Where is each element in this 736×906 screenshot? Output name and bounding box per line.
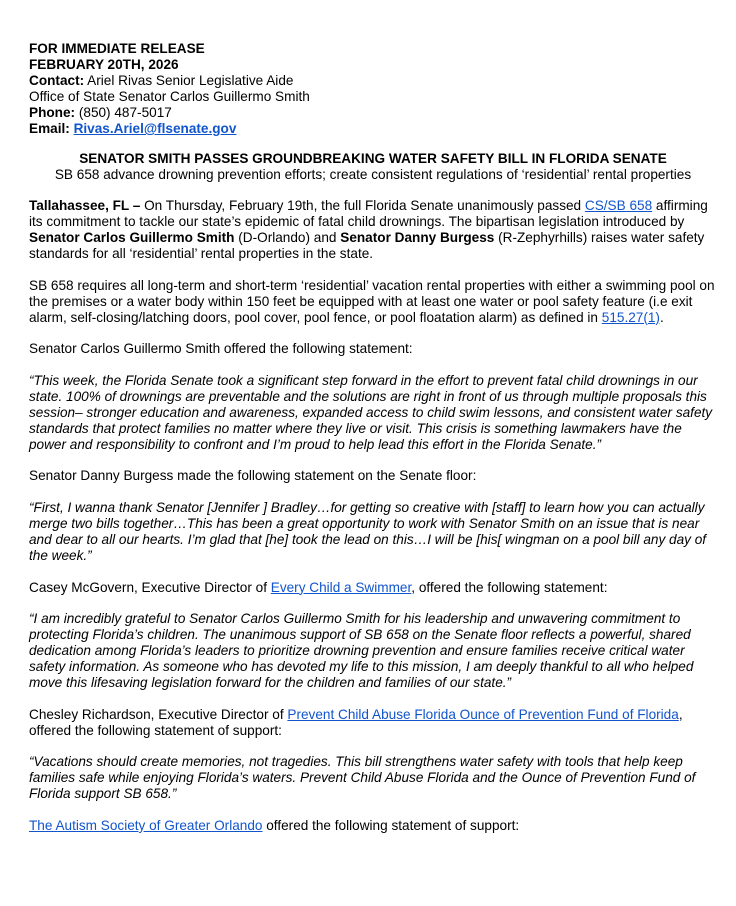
text: Casey McGovern, Executive Director of	[29, 579, 271, 595]
text: Chesley Richardson, Executive Director of	[29, 706, 288, 722]
text: affirming its commitment to tackle our state’s epidemic of fatal child drownings. The bipartisan legislation introduced by	[29, 198, 708, 229]
text: SB 658 requires all long-term and short-term ‘residential’ vacation rental properties with either a swimming pool on the premises or a water body within 150 feet be equipped with at least one water or pool safety feature (i.e exit alarm, self-closing/latching doors, pool cover, pool fence, or pool floatation alarm) as defined in	[29, 277, 715, 325]
email-label: Email:	[29, 121, 70, 136]
statute-link[interactable]: 515.27(1)	[601, 309, 660, 325]
bill-link[interactable]: CS/SB 658	[584, 198, 653, 213]
headline-block	[29, 151, 717, 183]
autism-society-link[interactable]: The Autism Society of Greater Orlando	[29, 817, 263, 833]
release-label: FOR IMMEDIATE RELEASE	[29, 41, 205, 56]
phone-value: (850) 487-5017	[75, 105, 172, 120]
richardson-intro	[29, 707, 717, 739]
text: .	[659, 309, 664, 325]
text: offered the following statement of support:	[262, 817, 520, 833]
text: , offered the following statement of support:	[29, 706, 683, 738]
press-release	[29, 41, 717, 850]
contact-value: Ariel Rivas Senior Legislative Aide	[84, 73, 294, 88]
office-line: Office of State Senator Carlos Guillermo Smith	[29, 89, 310, 104]
richardson-quote: “Vacations should create memories, not tragedies. This bill strengthens water safety with tools that help keep families safe while enjoying Florida’s waters. Prevent Child Abuse Florida and the Ounce of Prevention Fund of Florida support SB 658.”	[29, 754, 696, 802]
release-date: FEBRUARY 20TH, 2026	[29, 57, 179, 72]
dateline: Tallahassee, FL –	[29, 198, 141, 213]
mcgovern-intro	[29, 580, 717, 596]
email-link[interactable]: Rivas.Ariel@flsenate.gov	[73, 121, 237, 136]
smith-intro: Senator Carlos Guillermo Smith offered the following statement:	[29, 341, 413, 357]
smith-quote: “This week, the Florida Senate took a significant step forward in the effort to prevent fatal child drownings in our state. 100% of drownings are preventable and the solutions are right in front of us through multiple proposals this session– stronger education and awareness, expanded access to child swim lessons, and consistent water safety standards that protect families no matter where they live or visit. This crisis is something lawmakers have the power and responsibility to confront and I’m proud to help lead this effort in the Florida Senate.”	[29, 372, 713, 452]
burgess-intro: Senator Danny Burgess made the following statement on the Senate floor:	[29, 468, 477, 484]
phone-label: Phone:	[29, 105, 76, 120]
burgess-quote: “First, I wanna thank Senator [Jennifer ] Bradley…for getting so creative with [staff] to learn how you can actually merge two bills together…This has been a great opportunity to work with Senator Smith on an issue that is near and dear to all our hearts. I’m glad that [he] took the lead on this…I will be [his[ wingman on a pool bill any day of the week.”	[29, 499, 707, 563]
intro-paragraph	[29, 198, 717, 262]
subheadline: SB 658 advance drowning prevention efforts; create consistent regulations of ‘residential’ rental properties	[54, 167, 692, 182]
text: , offered the following statement:	[411, 579, 608, 595]
cosponsor-name: Senator Danny Burgess	[340, 230, 495, 245]
autism-society-intro	[29, 818, 717, 834]
headline: SENATOR SMITH PASSES GROUNDBREAKING WATER SAFETY BILL IN FLORIDA SENATE	[79, 151, 667, 166]
sponsor-name: Senator Carlos Guillermo Smith	[29, 230, 235, 245]
prevent-child-abuse-link[interactable]: Prevent Child Abuse Florida Ounce of Prevention Fund of Florida	[287, 706, 679, 722]
release-header	[29, 41, 717, 137]
mcgovern-quote: “I am incredibly grateful to Senator Carlos Guillermo Smith for his leadership and unwavering commitment to protecting Florida’s children. The unanimous support of SB 658 on the Senate floor reflects a powerful, shared dedication among Florida’s leaders to prioritize drowning prevention and ensure families receive critical water safety information. As someone who has devoted my life to this mission, I am deeply thankful to all who helped move this lifesaving legislation forward for the children and families of our state.”	[29, 611, 694, 691]
text: On Thursday, February 19th, the full Florida Senate unanimously passed	[140, 198, 585, 213]
text: (D-Orlando) and	[234, 230, 341, 245]
every-child-swimmer-link[interactable]: Every Child a Swimmer	[270, 579, 412, 595]
text: (R-Zephyrhills) raises water safety standards for all ‘residential’ rental properties in the state.	[29, 230, 705, 261]
requirements-paragraph	[29, 278, 717, 326]
contact-label: Contact:	[29, 73, 85, 88]
